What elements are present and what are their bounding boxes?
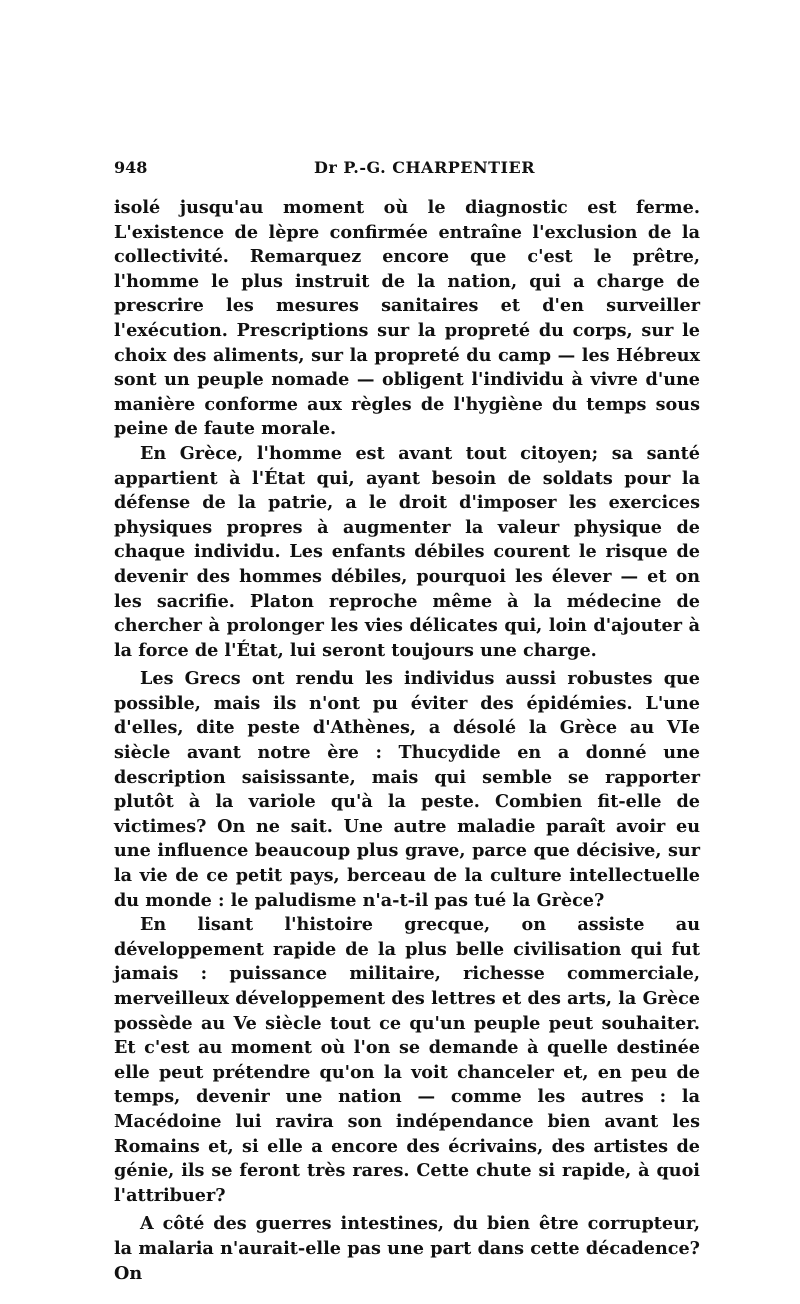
page-header bbox=[114, 158, 704, 188]
running-head: Dr P.-G. CHARPENTIER bbox=[314, 158, 535, 177]
body-text bbox=[114, 196, 700, 1286]
paragraph-5: A côté des guerres intestines, du bien être corrupteur, la malaria n'aurait-elle pas une part dans cette décadence? On bbox=[114, 1213, 700, 1284]
paragraph-1: isolé jusqu'au moment où le diagnostic est ferme. L'existence de lèpre confirmée entraîne l'exclusion de la collectivité. Remarquez encore que c'est le prêtre, l'homme le plus instruit de la nation, qui a charge de prescrire les mesures sanitaires et d'en surveiller l'exécution. Prescriptions sur la propreté du corps, sur le choix des aliments, sur la propreté du camp — les Hébreux sont un peuple nomade — obligent l'individu à vivre d'une manière conforme aux règles de l'hygiène du temps sous peine de faute morale. bbox=[114, 197, 700, 440]
paragraph-2: En Grèce, l'homme est avant tout citoyen; sa santé appartient à l'État qui, ayant besoin de soldats pour la défense de la patrie, a le droit d'imposer les exercices physiques propres à augmenter la valeur physique de chaque individu. Les enfants débiles courent le risque de devenir des hommes débiles, pourquoi les élever — et on les sacrifie. Platon reproche même à la médecine de chercher à prolonger les vies délicates qui, loin d'ajouter à la force de l'État, lui seront toujours une charge. bbox=[114, 442, 700, 661]
paragraph-3: Les Grecs ont rendu les individus aussi robustes que possible, mais ils n'ont pu éviter des épidémies. L'une d'elles, dite peste d'Athènes, a désolé la Grèce au VIe siècle avant notre ère : Thucydide en a donné une description saisissante, mais qui semble se rapporter plutôt à la variole qu'à la peste. Combien fit-elle de victimes? On ne sait. Une autre maladie paraît avoir eu une influence beaucoup plus grave, parce que décisive, sur la vie de ce petit pays, berceau de la culture intellectuelle du monde : le paludisme n'a-t-il pas tué la Grèce? bbox=[114, 668, 700, 911]
paragraph-4: En lisant l'histoire grecque, on assiste au développement rapide de la plus belle civilisation qui fut jamais : puissance militaire, richesse commerciale, merveilleux développement des lettres et des arts, la Grèce possède au Ve siècle tout ce qu'un peuple peut souhaiter. Et c'est au moment où l'on se demande à quelle destinée elle peut prétendre qu'on la voit chanceler et, en peu de temps, devenir une nation — comme les autres : la Macédoine lui ravira son indépendance bien avant les Romains et, si elle a encore des écrivains, des artistes de génie, ils se feront très rares. Cette chute si rapide, à quoi l'attribuer? bbox=[114, 914, 700, 1206]
page-number: 948 bbox=[114, 158, 148, 177]
